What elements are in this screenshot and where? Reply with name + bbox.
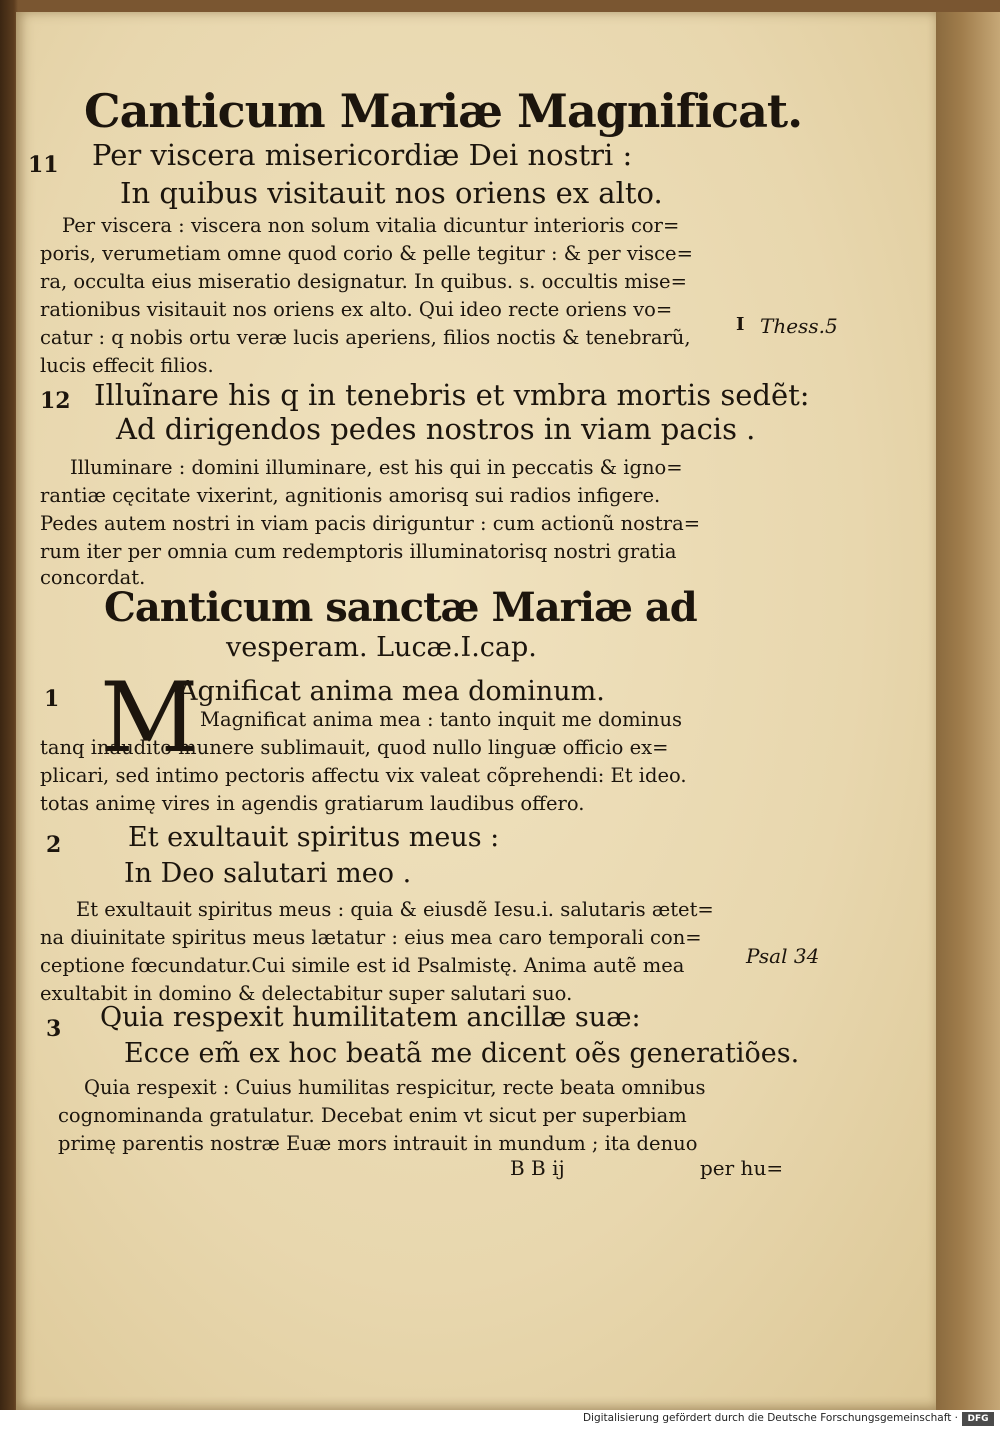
commentary-line: tanq inaudito munere sublimauit, quod nullo linguæ officio ex=: [40, 736, 669, 759]
commentary-line: cognominanda gratulatur. Decebat enim vt sicut per superbiam: [58, 1104, 687, 1127]
margin-number: I: [736, 314, 745, 335]
section-heading: Canticum sanctæ Mariæ ad: [104, 584, 697, 631]
margin-reference: Psal 34: [746, 944, 820, 968]
commentary-line: poris, verumetiam omne quod corio & pelle tegitur : & per visce=: [40, 242, 693, 265]
commentary-line: totas animę vires in agendis gratiarum laudibus offero.: [40, 792, 585, 815]
signature-mark: B B ij: [510, 1156, 565, 1180]
verse-number: 2: [46, 832, 62, 858]
commentary-line: ceptione fœcundatur.Cui simile est id Psalmistę. Anima autẽ mea: [40, 954, 685, 977]
commentary-line: rum iter per omnia cum redemptoris illuminatorisq nostri gratia: [40, 540, 677, 563]
verse-line: Ad dirigendos pedes nostros in viam pacis .: [116, 412, 756, 446]
verse-line: Illuĩnare his q in tenebris et vmbra mortis sedẽt:: [94, 378, 810, 412]
commentary-line: rantiæ cęcitate vixerint, agnitionis amorisq sui radios infigere.: [40, 484, 661, 507]
commentary-line: plicari, sed intimo pectoris affectu vix valeat cõprehendi: Et ideo.: [40, 764, 687, 787]
verse-line: In quibus visitauit nos oriens ex alto.: [120, 176, 663, 210]
commentary-line: ra, occulta eius miseratio designatur. In quibus. s. occultis mise=: [40, 270, 687, 293]
verse-line: Per viscera misericordiæ Dei nostri :: [92, 138, 633, 172]
commentary-line: Pedes autem nostri in viam pacis diriguntur : cum actionũ nostra=: [40, 512, 701, 535]
commentary-line: Magnificat anima mea : tanto inquit me dominus: [200, 708, 683, 731]
verse-number: 1: [44, 686, 60, 712]
commentary-line: na diuinitate spiritus meus lætatur : eius mea caro temporali con=: [40, 926, 702, 949]
commentary-line: concordat.: [40, 566, 146, 589]
verse-line: Quia respexit humilitatem ancillæ suæ:: [100, 1002, 641, 1033]
commentary-line: lucis effecit filios.: [40, 354, 214, 377]
verse-number: 12: [40, 388, 71, 414]
dfg-logo: DFG: [962, 1412, 994, 1426]
page-edge: [936, 12, 1000, 1410]
verse-line: In Deo salutari meo .: [124, 858, 412, 889]
margin-reference: Thess.5: [760, 314, 838, 338]
drop-initial: M: [100, 662, 199, 774]
verse-line: Ecce em̃ ex hoc beatã me dicent oẽs generatiões.: [124, 1038, 800, 1069]
page-heading: Canticum Mariæ Magnificat.: [84, 84, 803, 138]
verse-number: 11: [28, 152, 59, 178]
commentary-line: rationibus visitauit nos oriens ex alto. Qui ideo recte oriens vo=: [40, 298, 673, 321]
verse-line: Agnificat anima mea dominum.: [178, 676, 605, 707]
verse-line: Et exultauit spiritus meus :: [128, 822, 500, 853]
footer-credit: Digitalisierung gefördert durch die Deutsche Forschungsgemeinschaft ·: [582, 1412, 958, 1424]
commentary-line: Illuminare : domini illuminare, est his qui in peccatis & igno=: [70, 456, 683, 479]
catchword: per hu=: [700, 1156, 784, 1180]
commentary-line: exultabit in domino & delectabitur super salutari suo.: [40, 982, 573, 1005]
commentary-line: Et exultauit spiritus meus : quia & eiusdẽ Iesu.i. salutaris ætet=: [76, 898, 714, 921]
verse-number: 3: [46, 1016, 62, 1042]
commentary-line: Quia respexit : Cuius humilitas respicitur, recte beata omnibus: [84, 1076, 706, 1099]
section-heading-sub: vesperam. Lucæ.I.cap.: [226, 632, 537, 663]
commentary-line: primę parentis nostræ Euæ mors intrauit in mundum ; ita denuo: [58, 1132, 698, 1155]
commentary-line: Per viscera : viscera non solum vitalia dicuntur interioris cor=: [62, 214, 680, 237]
commentary-line: catur : q nobis ortu veræ lucis aperiens, filios noctis & tenebrarũ,: [40, 326, 691, 349]
